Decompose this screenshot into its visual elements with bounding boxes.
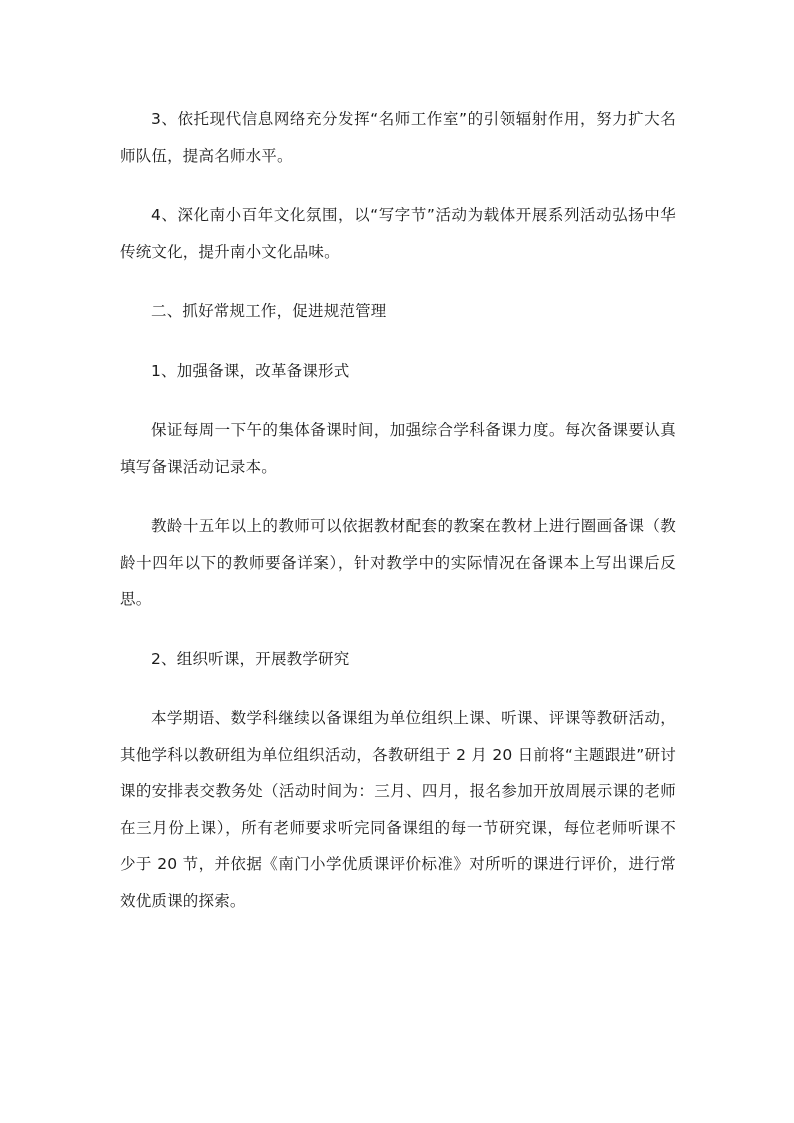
paragraph-gap <box>120 270 676 293</box>
paragraph-item-4: 4、深化南小百年文化氛围，以“写字节”活动为载体开展系列活动弘扬中华传统文化，提升南小文化品味。 <box>120 206 676 261</box>
document-body <box>120 101 676 919</box>
paragraph-gap <box>120 174 676 197</box>
paragraph-gap <box>120 485 676 508</box>
paragraph-gap <box>120 330 676 353</box>
paragraph-gap <box>120 389 676 412</box>
section-heading-2: 二、抓好常规工作，促进规范管理 <box>151 302 387 320</box>
subheading-observation: 2、组织听课，开展教学研究 <box>151 649 350 668</box>
paragraph-teacher-experience: 教龄十五年以上的教师可以依据教材配套的教案在教材上进行圈画备课（教龄十四年以下的教师要备详案），针对教学中的实际情况在备课本上写出课后反思。 <box>120 517 676 608</box>
paragraph-research-activities: 本学期语、数学科继续以备课组为单位组织上课、听课、评课等教研活动，其他学科以教研组为单位组织活动，各教研组于 2 月 20 日前将“主题跟进”研讨课的安排表交教务处（活动时间为：三月、四月，报名参加开放周展示课的老师在三月份上课），所有老师要求听完同备课组的每一节研究课，每位老师听课不少于 20 节，并依据《南门小学优质课评价标准》对所听的课进行评价，进行常效优质课的探索。 <box>120 709 676 910</box>
paragraph-lesson-prep-time: 保证每周一下午的集体备课时间，加强综合学科备课力度。每次备课要认真填写备课活动记录本。 <box>120 421 676 476</box>
paragraph-item-3: 3、依托现代信息网络充分发挥“名师工作室”的引领辐射作用，努力扩大名师队伍，提高名师水平。 <box>120 110 676 165</box>
paragraph-gap <box>120 677 676 700</box>
paragraph-gap <box>120 618 676 641</box>
subheading-lesson-prep: 1、加强备课，改革备课形式 <box>151 361 350 380</box>
